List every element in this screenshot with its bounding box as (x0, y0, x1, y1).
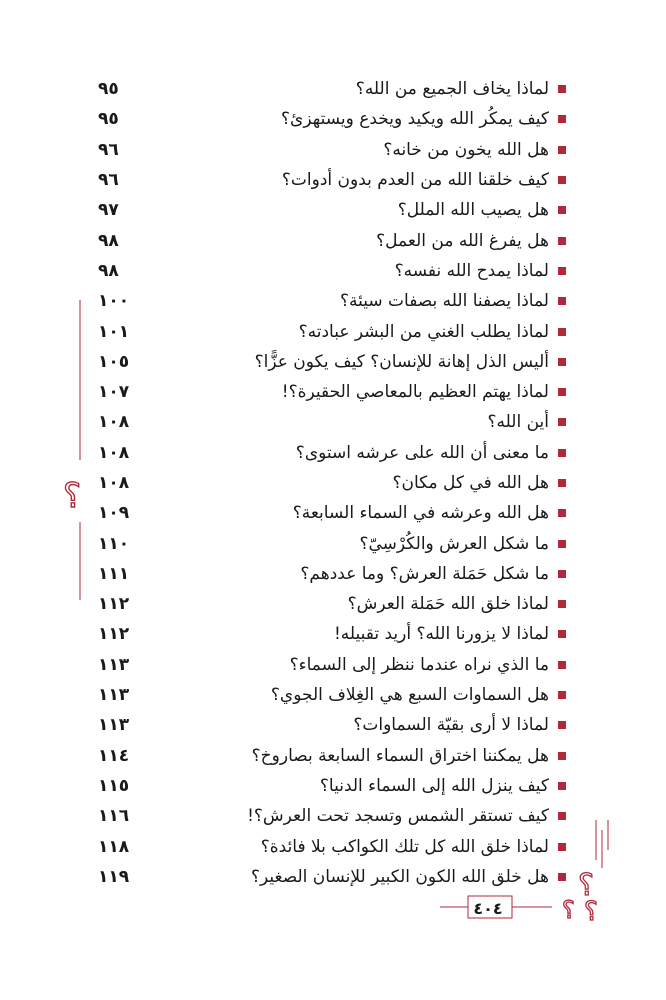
toc-entry-title: هل خلق الله الكون الكبير للإنسان الصغير؟ (251, 866, 549, 887)
square-bullet-icon (558, 540, 566, 548)
toc-entry-title-wrap (334, 624, 566, 644)
toc-entry (98, 104, 566, 134)
toc-entry (98, 710, 566, 740)
toc-entry-title-wrap (282, 382, 566, 402)
toc-entry-title-wrap (251, 867, 566, 887)
toc-entry-page: ١٠٠ (98, 291, 130, 312)
toc-entry-title: لماذا يمدح الله نفسه؟ (394, 260, 549, 281)
toc-entry (98, 528, 566, 558)
square-bullet-icon (558, 115, 566, 123)
toc-entry-title-wrap (395, 261, 566, 281)
square-bullet-icon (558, 570, 566, 578)
toc-entry-title-wrap (376, 231, 566, 251)
table-of-contents (98, 74, 566, 892)
toc-entry-title-wrap (282, 170, 566, 190)
square-bullet-icon (558, 782, 566, 790)
toc-entry-title: هل يفرغ الله من العمل؟ (376, 230, 549, 251)
square-bullet-icon (558, 328, 566, 336)
toc-entry-page: ٩٧ (98, 200, 119, 221)
toc-entry-title-wrap (299, 322, 566, 342)
toc-entry (98, 589, 566, 619)
toc-entry (98, 619, 566, 649)
toc-entry-title-wrap (383, 140, 566, 160)
toc-entry (98, 438, 566, 468)
square-bullet-icon (558, 449, 566, 457)
toc-entry (98, 862, 566, 892)
toc-entry (98, 650, 566, 680)
toc-entry (98, 831, 566, 861)
toc-entry-page: ١١٥ (98, 775, 130, 796)
toc-entry-title: لماذا يخاف الجميع من الله؟ (355, 79, 549, 100)
toc-entry-page: ١١٣ (98, 685, 130, 706)
toc-entry-title: كيف خلقنا الله من العدم بدون أدوات؟ (281, 170, 549, 191)
toc-entry-title-wrap (488, 412, 566, 432)
page-number: ٤٠٤ (473, 899, 503, 918)
toc-entry-page: ٩٦ (98, 170, 119, 191)
toc-entry-title: أين الله؟ (487, 412, 549, 433)
toc-entry (98, 741, 566, 771)
toc-entry-page: ١١٩ (98, 866, 130, 887)
toc-entry-page: ١١٠ (98, 533, 130, 554)
toc-entry (98, 680, 566, 710)
toc-entry-page: ١١٨ (98, 836, 130, 857)
toc-entry-title-wrap (255, 352, 566, 372)
toc-entry-title: كيف ينزل الله إلى السماء الدنيا؟ (319, 775, 549, 796)
toc-entry-page: ١٠١ (98, 321, 130, 342)
toc-entry-title: هل يصيب الله الملل؟ (397, 200, 549, 221)
toc-entry-title: لماذا خلق الله حَمَلة العرش؟ (347, 594, 549, 615)
toc-entry-page: ٩٥ (98, 109, 119, 130)
toc-entry (98, 377, 566, 407)
toc-entry-title-wrap (353, 715, 566, 735)
toc-entry-title: هل السماوات السبع هي الغِلاف الجوي؟ (270, 685, 549, 706)
toc-entry (98, 225, 566, 255)
toc-entry-title-wrap (300, 564, 566, 584)
toc-entry-title-wrap (359, 534, 566, 554)
toc-entry-title: هل الله يخون من خانه؟ (383, 139, 549, 160)
square-bullet-icon (558, 418, 566, 426)
question-mark-icon: ؟ (562, 896, 575, 924)
toc-entry-title: هل يمكننا اختراق السماء السابعة بصاروخ؟ (251, 745, 549, 766)
toc-entry-title-wrap (340, 291, 566, 311)
square-bullet-icon (558, 752, 566, 760)
toc-entry-title-wrap (252, 746, 566, 766)
toc-entry (98, 407, 566, 437)
toc-entry-page: ١٠٥ (98, 351, 130, 372)
toc-entry-title-wrap (290, 655, 566, 675)
toc-entry-title-wrap (261, 837, 566, 857)
toc-entry-title-wrap (348, 594, 566, 614)
question-mark-icon: ؟ (584, 897, 598, 927)
toc-entry (98, 74, 566, 104)
toc-entry-page: ١٠٩ (98, 503, 130, 524)
square-bullet-icon (558, 691, 566, 699)
toc-entry-page: ١١٤ (98, 745, 130, 766)
toc-entry-title-wrap (320, 776, 566, 796)
toc-entry (98, 316, 566, 346)
toc-entry-title: ما معنى أن الله على عرشه استوى؟ (295, 442, 549, 463)
square-bullet-icon (558, 812, 566, 820)
square-bullet-icon (558, 600, 566, 608)
square-bullet-icon (558, 176, 566, 184)
square-bullet-icon (558, 721, 566, 729)
toc-entry-title: لماذا لا أرى بقيّة السماوات؟ (353, 715, 549, 736)
toc-entry-title-wrap (296, 443, 566, 463)
toc-entry (98, 135, 566, 165)
square-bullet-icon (558, 509, 566, 517)
toc-entry-page: ١١٢ (98, 624, 130, 645)
square-bullet-icon (558, 479, 566, 487)
toc-entry-title-wrap (392, 473, 566, 493)
toc-entry-title: لماذا يصفنا الله بصفات سيئة؟ (339, 291, 549, 312)
toc-entry (98, 771, 566, 801)
toc-entry-page: ١٠٧ (98, 382, 130, 403)
toc-entry-page: ١١١ (98, 563, 130, 584)
toc-entry-page: ١٠٨ (98, 412, 130, 433)
square-bullet-icon (558, 206, 566, 214)
toc-entry-page: ١١٣ (98, 654, 130, 675)
toc-entry (98, 468, 566, 498)
toc-entry-title: كيف تستقر الشمس وتسجد تحت العرش؟! (247, 806, 549, 827)
square-bullet-icon (558, 843, 566, 851)
toc-entry (98, 286, 566, 316)
toc-entry-title: ما شكل العرش والكُرْسِيّ؟ (359, 533, 549, 554)
toc-entry-title-wrap (271, 685, 566, 705)
toc-entry-page: ١١٦ (98, 806, 130, 827)
square-bullet-icon (558, 358, 566, 366)
left-margin-decoration (60, 300, 90, 600)
square-bullet-icon (558, 85, 566, 93)
square-bullet-icon (558, 237, 566, 245)
toc-entry (98, 347, 566, 377)
toc-entry-title: لماذا لا يزورنا الله؟ أريد تقبيله! (333, 624, 549, 645)
square-bullet-icon (558, 146, 566, 154)
toc-entry-title: كيف يمكُر الله ويكيد ويخدع ويستهزئ؟ (281, 109, 549, 130)
toc-entry-page: ١١٣ (98, 715, 130, 736)
toc-entry (98, 165, 566, 195)
square-bullet-icon (558, 630, 566, 638)
toc-entry (98, 559, 566, 589)
toc-entry-title: ما الذي نراه عندما ننظر إلى السماء؟ (289, 654, 549, 675)
square-bullet-icon (558, 388, 566, 396)
toc-entry-title-wrap (356, 79, 566, 99)
toc-entry (98, 498, 566, 528)
toc-entry-title: ما شكل حَمَلة العرش؟ وما عددهم؟ (300, 563, 549, 584)
square-bullet-icon (558, 661, 566, 669)
toc-entry-page: ١١٢ (98, 594, 130, 615)
toc-entry-title: لماذا خلق الله كل تلك الكواكب بلا فائدة؟ (260, 836, 549, 857)
toc-entry (98, 801, 566, 831)
toc-entry-page: ٩٨ (98, 260, 119, 281)
toc-entry (98, 195, 566, 225)
toc-entry-title: لماذا يطلب الغني من البشر عبادته؟ (298, 321, 549, 342)
toc-entry-title-wrap (293, 503, 566, 523)
toc-entry-title: أليس الذل إهانة للإنسان؟ كيف يكون عزًّا؟ (254, 351, 549, 372)
toc-entry-page: ٩٨ (98, 230, 119, 251)
square-bullet-icon (558, 297, 566, 305)
question-mark-icon: ؟ (63, 476, 82, 516)
toc-entry-title-wrap (247, 806, 566, 826)
toc-entry-page: ١٠٨ (98, 473, 130, 493)
toc-entry (98, 256, 566, 286)
toc-entry-title: هل الله في كل مكان؟ (392, 473, 549, 493)
question-mark-icon: ؟ (578, 868, 594, 903)
toc-entry-title-wrap (281, 109, 566, 129)
toc-entry-page: ٩٦ (98, 139, 119, 160)
toc-entry-title: لماذا يهتم العظيم بالمعاصي الحقيرة؟! (281, 382, 549, 403)
toc-entry-page: ٩٥ (98, 79, 119, 100)
toc-entry-page: ١٠٨ (98, 442, 130, 463)
square-bullet-icon (558, 267, 566, 275)
square-bullet-icon (558, 873, 566, 881)
toc-entry-title-wrap (398, 200, 566, 220)
toc-entry-title: هل الله وعرشه في السماء السابعة؟ (292, 503, 549, 524)
